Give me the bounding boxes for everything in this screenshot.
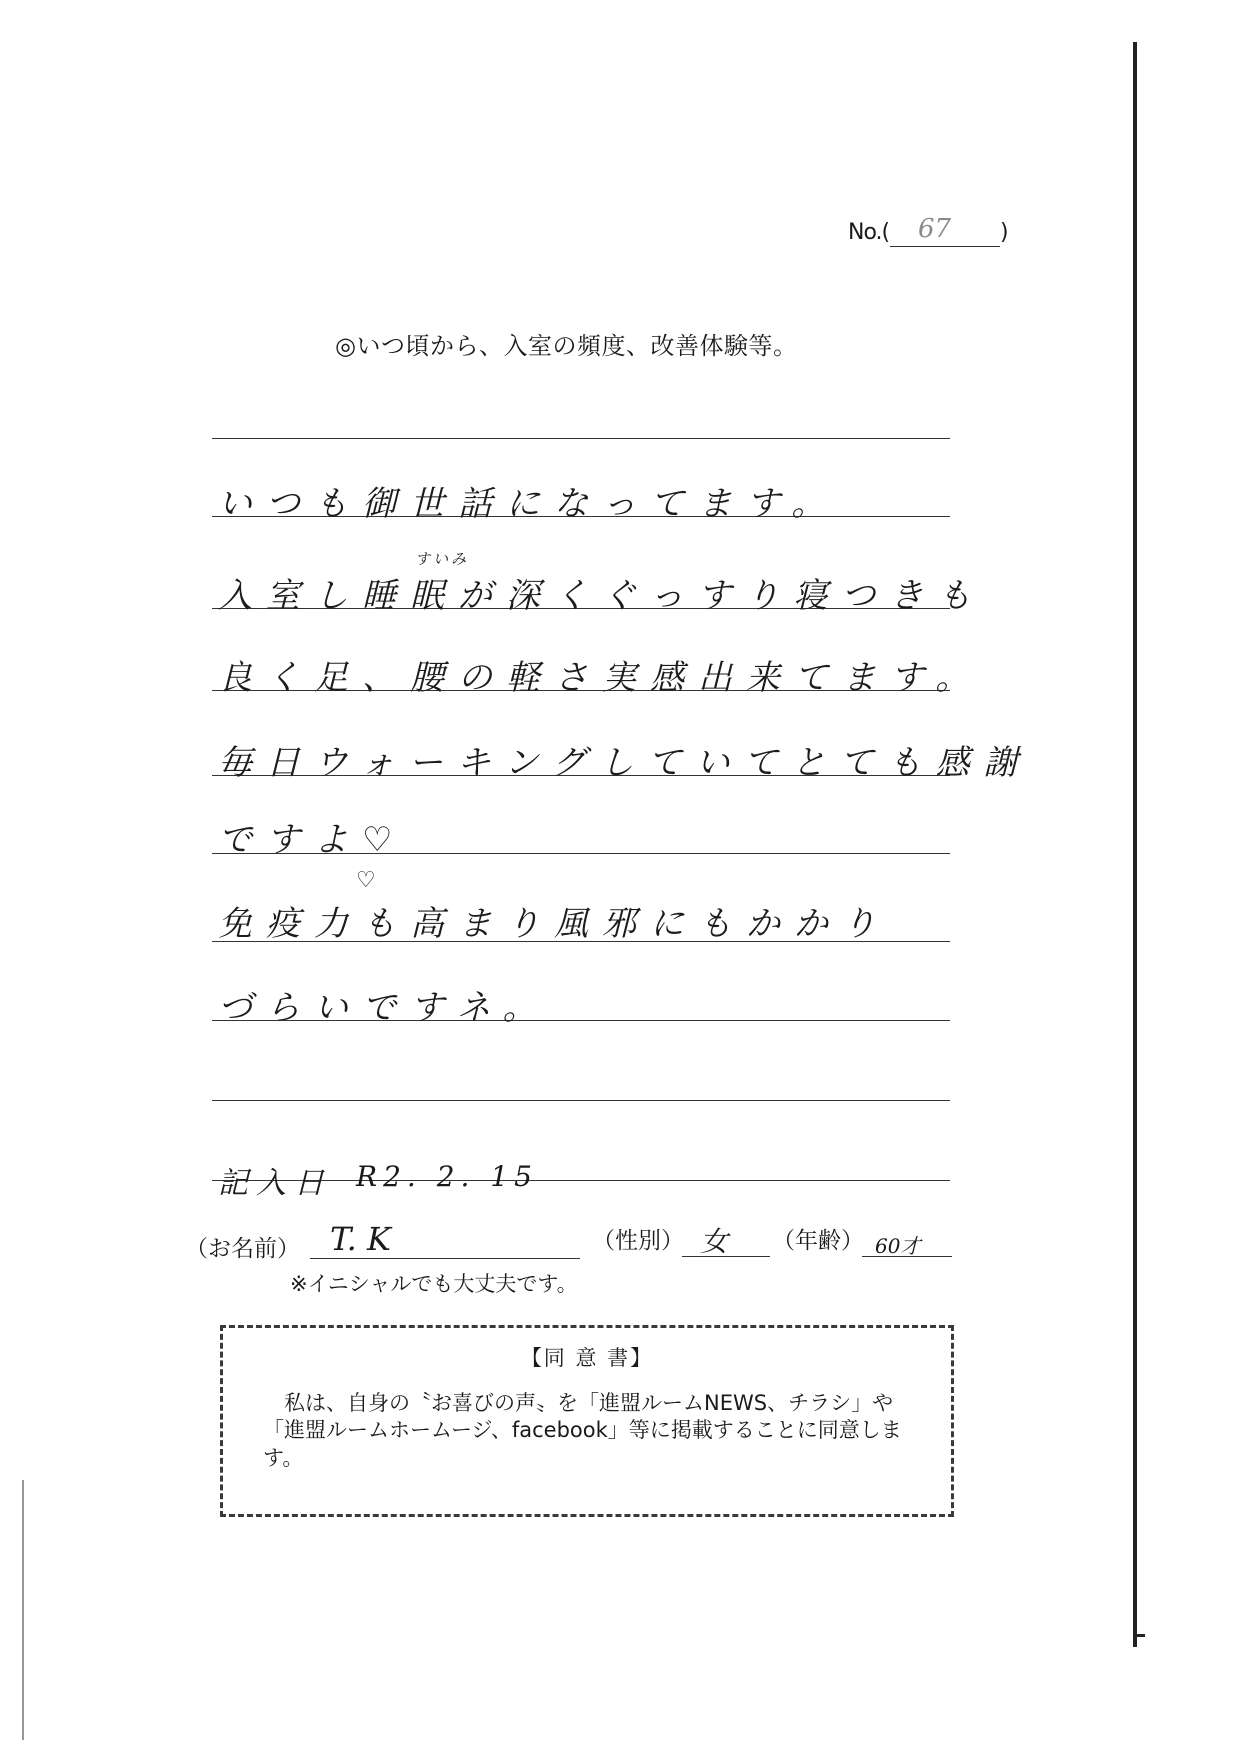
handwritten-line-4: 毎日ウォーキングしていてとても感謝: [218, 743, 1032, 783]
age-label: （年齢）: [772, 1228, 864, 1254]
handwritten-line-1: いつも御世話になってます。: [218, 484, 840, 524]
date-value: R2. 2. 15: [356, 1160, 538, 1193]
handwritten-line-6: 免疫力も高まり風邪にもかかり: [218, 904, 890, 944]
gender-underline: [682, 1256, 770, 1257]
page-edge-stub: [1135, 1634, 1145, 1637]
gender-value: 女: [700, 1225, 729, 1258]
handwritten-line-3: 良く足、腰の軽さ実感出来てます。: [218, 658, 984, 698]
handwritten-line-7: づらいですネ。: [218, 988, 551, 1028]
form-heading: ◎いつ頃から、入室の頻度、改善体験等。: [335, 332, 798, 360]
handwritten-line-5: ですよ♡: [218, 820, 407, 860]
gender-label: （性別）: [592, 1228, 684, 1254]
form-number-value: 67: [918, 214, 952, 244]
age-value: 60才: [875, 1234, 921, 1258]
form-number-close: ): [1000, 220, 1009, 245]
page-edge-left: [22, 1480, 24, 1740]
initials-note: ※イニシャルでも大丈夫です。: [290, 1272, 578, 1296]
form-number-label: No.(: [848, 220, 890, 245]
name-underline: [310, 1258, 580, 1259]
age-underline: [862, 1256, 952, 1257]
page-edge-right: [1133, 42, 1137, 1647]
ruled-line: [212, 1100, 950, 1101]
consent-title: 【同 意 書】: [520, 1346, 654, 1370]
name-label: （お名前）: [185, 1236, 300, 1262]
form-number-underline: [890, 246, 1000, 247]
ruled-line: [212, 438, 950, 439]
consent-box: [220, 1325, 954, 1517]
date-label: 記入日: [218, 1166, 332, 1201]
name-value: T. K: [330, 1220, 391, 1258]
heart-icon: ♡: [356, 868, 390, 893]
consent-body: 私は、自身の〝お喜びの声〟を「進盟ルームNEWS、チラシ」や「進盟ルームホームージ、facebook」等に掲載することに同意します。: [263, 1391, 902, 1470]
handwritten-ruby: すいみ: [415, 550, 470, 568]
handwritten-line-2: 入室し睡眠が深くぐっすり寝つきも: [218, 576, 986, 616]
